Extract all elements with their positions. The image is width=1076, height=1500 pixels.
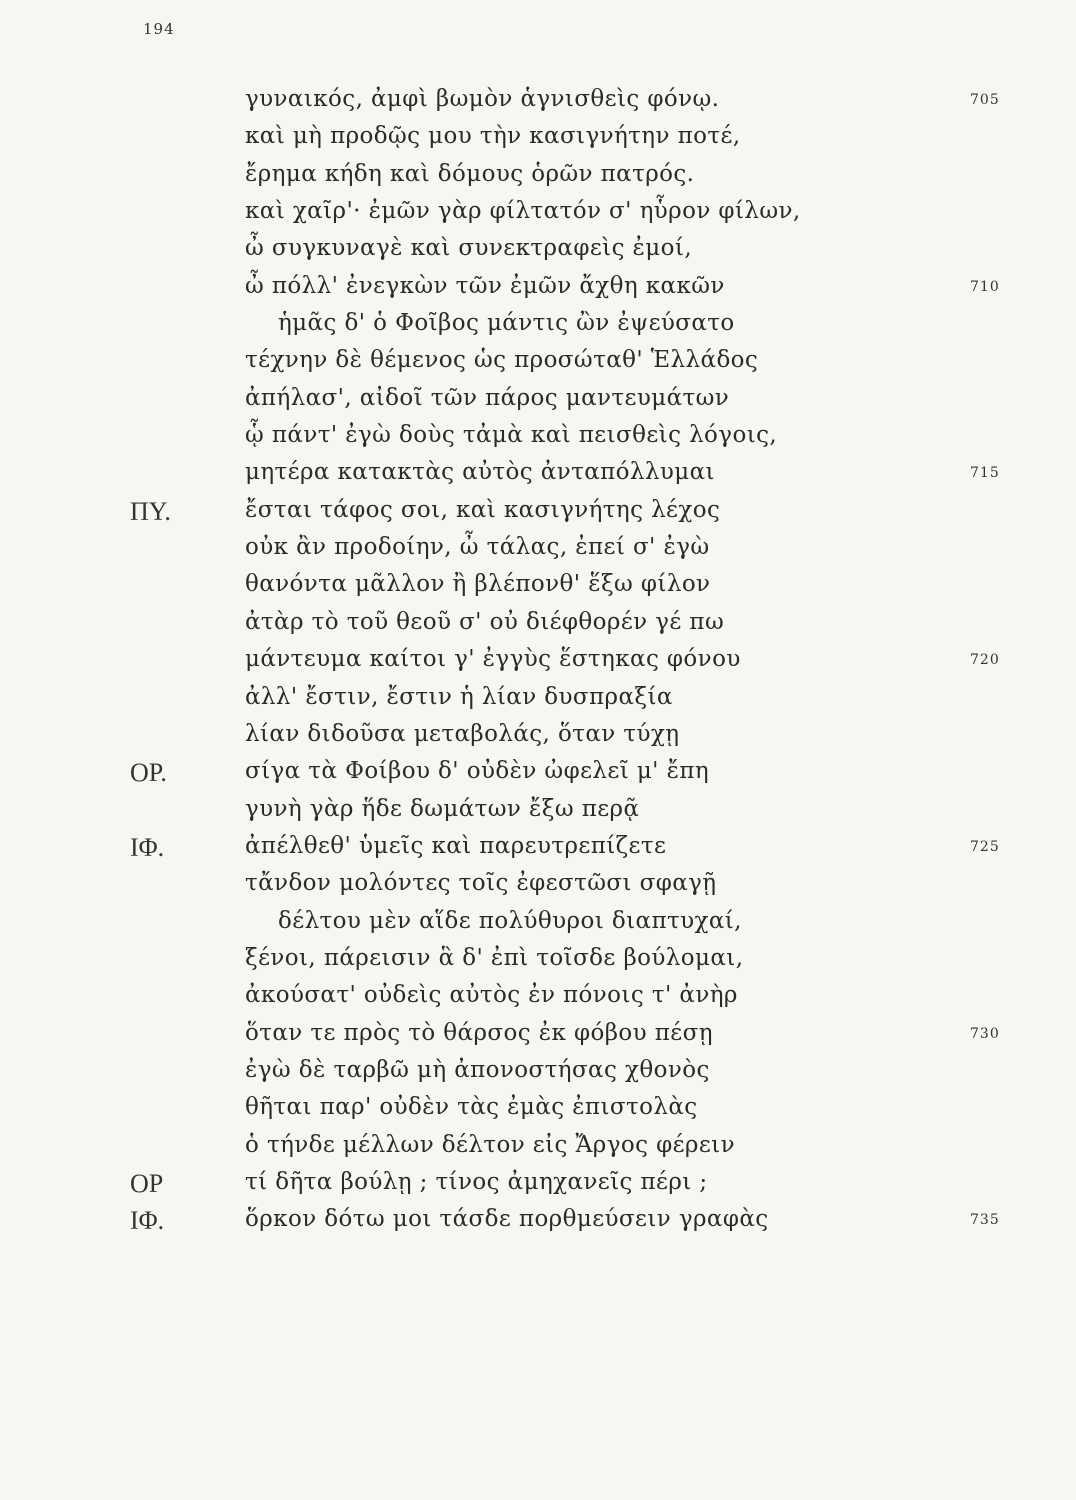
verse-line <box>0 833 1076 870</box>
verse-text: τί δῆτα βούλῃ ; τίνος ἀμηχανεῖς πέρι ; <box>245 1168 708 1195</box>
verse-text: τἄνδον μολόντες τοῖς ἐφεστῶσι σφαγῇ <box>245 870 717 897</box>
line-number: 725 <box>970 838 1000 855</box>
verse-line <box>0 945 1076 982</box>
verse-line <box>0 571 1076 608</box>
verse-text: ξένοι, πάρεισιν ἃ δ' ἐπὶ τοῖσδε βούλομαι, <box>245 944 744 971</box>
verse-text: ἐγὼ δὲ ταρβῶ μὴ ἀπονοστήσας χθονὸς <box>245 1056 710 1083</box>
verse-text: θανόντα μᾶλλον ἢ βλέπονθ' ἕξω φίλον <box>245 571 711 598</box>
speaker-label: ΙΦ. <box>130 832 165 862</box>
verse-text: γυνὴ γὰρ ἥδε δωμάτων ἔξω περᾷ <box>245 795 640 822</box>
verse-text: ἡμᾶς δ' ὁ Φοῖβος μάντις ὢν ἐψεύσατο <box>278 310 735 337</box>
verse-line <box>0 796 1076 833</box>
verse-text: ἔσται τάφος σοι, καὶ κασιγνήτης λέχος <box>245 496 721 523</box>
verse-text: ἀπήλασ', αἰδοῖ τῶν πάρος μαντευμάτων <box>245 384 730 411</box>
speaker-label: ΟΡ <box>130 1168 164 1198</box>
verse-line <box>0 609 1076 646</box>
verse-text: μητέρα κατακτὰς αὐτὸς ἀνταπόλλυμαι <box>245 459 715 486</box>
verse-text: ἀλλ' ἔστιν, ἔστιν ἡ λίαν δυσπραξία <box>245 683 673 710</box>
verse-text: γυναικός, ἀμφὶ βωμὸν ἁγνισθεὶς φόνῳ. <box>245 86 720 112</box>
verse-line <box>0 123 1076 160</box>
verse-line <box>0 1169 1076 1206</box>
verse-line <box>0 534 1076 571</box>
verse-line <box>0 1057 1076 1094</box>
verse-text: ἔρημα κήδη καὶ δόμους ὁρῶν πατρός. <box>245 160 695 187</box>
verse-line <box>0 1094 1076 1131</box>
verse-line <box>0 1020 1076 1057</box>
verse-line <box>0 235 1076 272</box>
verse-text: οὐκ ἂν προδοίην, ὦ τάλας, ἐπεί σ' ἐγὼ <box>245 534 710 561</box>
verse-line <box>0 198 1076 235</box>
verse-text: ὦ πόλλ' ἐνεγκὼν τῶν ἐμῶν ἄχθη κακῶν <box>245 272 725 299</box>
verse-line <box>0 86 1076 123</box>
speaker-label: ΟΡ. <box>130 758 167 788</box>
verse-text: μάντευμα καίτοι γ' ἐγγὺς ἕστηκας φόνου <box>245 646 741 673</box>
verse-text: ὦ συγκυναγὲ καὶ συνεκτραφεὶς ἐμοί, <box>245 235 693 262</box>
verse-line <box>0 273 1076 310</box>
verse-line <box>0 646 1076 683</box>
speaker-label: ΠΥ. <box>130 496 171 526</box>
verse-line <box>0 422 1076 459</box>
verse-text: ᾧ πάντ' ἐγὼ δοὺς τἀμὰ καὶ πεισθεὶς λόγοις, <box>245 422 778 449</box>
verse-line <box>0 982 1076 1019</box>
verse-text: ὅρκον δότω μοι τάσδε πορθμεύσειν γραφὰς <box>245 1206 769 1233</box>
verse-line <box>0 721 1076 758</box>
verse-line <box>0 310 1076 347</box>
verse-text: ἀκούσατ' οὐδεὶς αὐτὸς ἐν πόνοις τ' ἀνὴρ <box>245 982 738 1009</box>
page-number: 194 <box>143 20 175 38</box>
verse-text: τέχνην δὲ θέμενος ὡς προσώταθ' Ἑλλάδος <box>245 347 759 374</box>
verse-text: θῆται παρ' οὐδὲν τὰς ἐμὰς ἐπιστολὰς <box>245 1094 698 1121</box>
verse-line <box>0 1132 1076 1169</box>
speaker-label: ΙΦ. <box>130 1206 165 1236</box>
verse-line <box>0 385 1076 422</box>
verse-text: λίαν διδοῦσα μεταβολάς, ὅταν τύχῃ <box>245 720 680 747</box>
line-number: 715 <box>970 465 1000 482</box>
verse-block <box>0 86 1076 1244</box>
line-number: 710 <box>970 278 1000 295</box>
verse-line <box>0 758 1076 795</box>
verse-text: ἀτὰρ τὸ τοῦ θεοῦ σ' οὐ διέφθορέν γέ πω <box>245 608 725 635</box>
line-number: 720 <box>970 652 1000 669</box>
verse-text: ὁ τήνδε μέλλων δέλτον εἰς Ἄργος φέρειν <box>245 1131 735 1158</box>
verse-line <box>0 870 1076 907</box>
line-number: 735 <box>970 1212 1000 1229</box>
verse-text: καὶ μὴ προδῷς μου τὴν κασιγνήτην ποτέ, <box>245 123 741 150</box>
verse-line <box>0 497 1076 534</box>
verse-line <box>0 684 1076 721</box>
verse-line <box>0 459 1076 496</box>
verse-line <box>0 908 1076 945</box>
verse-line <box>0 1206 1076 1243</box>
line-number: 705 <box>970 92 1000 108</box>
verse-text: σίγα τὰ Φοίβου δ' οὐδὲν ὠφελεῖ μ' ἔπη <box>245 758 710 785</box>
verse-text: ἀπέλθεθ' ὑμεῖς καὶ παρευτρεπίζετε <box>245 832 667 859</box>
verse-text: καὶ χαῖρ'· ἐμῶν γὰρ φίλτατόν σ' ηὗρον φίλων, <box>245 198 801 225</box>
verse-text: δέλτου μὲν αἵδε πολύθυροι διαπτυχαί, <box>278 907 742 934</box>
verse-line <box>0 347 1076 384</box>
verse-text: ὅταν τε πρὸς τὸ θάρσος ἐκ φόβου πέσῃ <box>245 1019 713 1046</box>
verse-line <box>0 161 1076 198</box>
line-number: 730 <box>970 1025 1000 1042</box>
